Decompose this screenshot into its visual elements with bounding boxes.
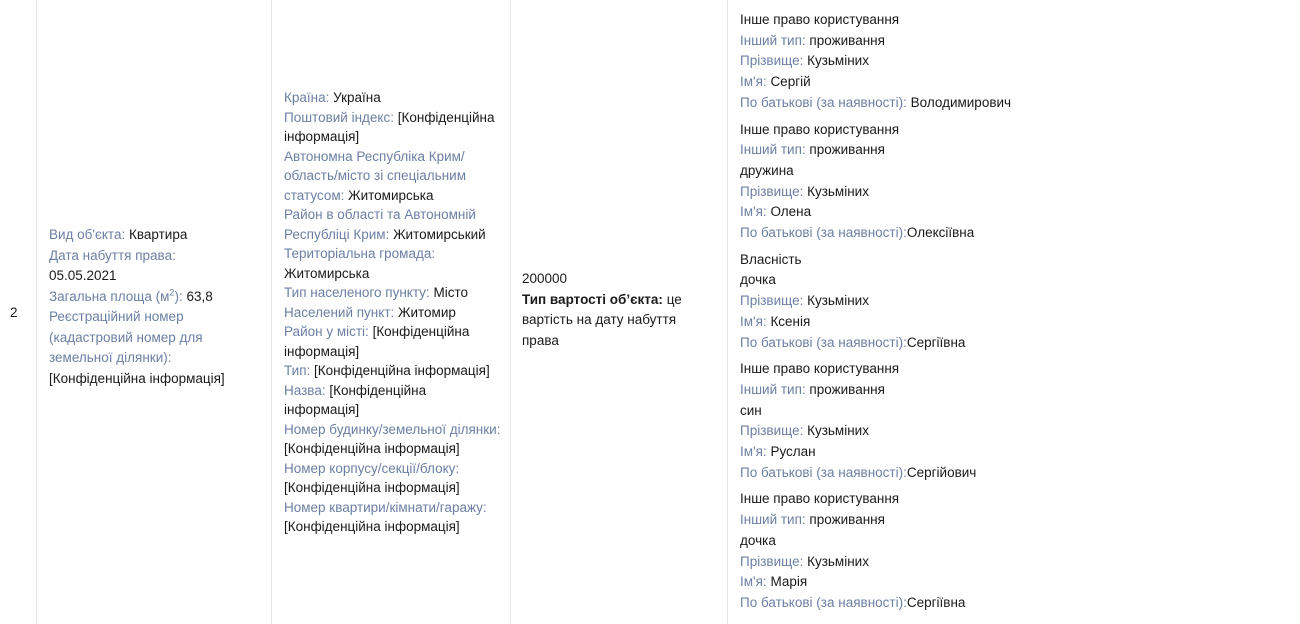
other-type <box>740 380 1280 401</box>
patronymic-label: По батькові (за наявності): <box>740 94 907 110</box>
column-divider <box>271 0 272 624</box>
first-name-label: Ім'я: <box>740 574 767 590</box>
other-type-label: Інший тип: <box>740 381 806 397</box>
address-region: Автономна Республіка Крим/ область/місто зі спеціальним статусом: Житомирська <box>284 148 466 203</box>
right-type <box>740 359 1280 380</box>
first-name-value: Руслан <box>770 444 816 460</box>
patronymic-value: Сергіївна <box>906 334 966 350</box>
surname <box>740 291 1280 312</box>
other-type <box>740 510 1280 531</box>
cost-value: 200000 <box>522 271 568 286</box>
address-apartment-number: Номер квартири/кімнати/гаражу: [Конфіденційна інформація] <box>284 499 487 534</box>
surname-label: Прізвище: <box>740 293 804 309</box>
rights-holder <box>740 359 1280 483</box>
surname <box>740 552 1280 573</box>
address-district: Район в області та Автономній Республіці Крим: Житомирський <box>284 207 486 242</box>
first-name-label: Ім'я: <box>740 313 767 329</box>
other-type-value: проживання <box>809 512 885 528</box>
relation <box>740 161 1280 182</box>
object-type-label: Вид об'єкта: <box>49 227 126 242</box>
other-type-value: проживання <box>809 381 885 397</box>
acquisition-date <box>49 246 261 287</box>
first-name <box>740 572 1280 593</box>
patronymic-label: По батькові (за наявності): <box>740 225 907 241</box>
address-country: Країна: Україна <box>284 90 381 105</box>
column-divider <box>510 0 511 624</box>
relation-value: дочка <box>740 532 776 548</box>
right-type-value: Інше право користування <box>740 491 900 507</box>
rights-holder <box>740 120 1280 244</box>
cadastral-number <box>49 307 261 389</box>
surname <box>740 421 1280 442</box>
first-name-label: Ім'я: <box>740 74 767 90</box>
rights-holder <box>740 250 1280 354</box>
relation <box>740 401 1280 422</box>
first-name-value: Олена <box>770 204 812 220</box>
cost-type-label: Тип вартості об’єкта: <box>522 291 663 307</box>
patronymic <box>740 593 1280 614</box>
right-type <box>740 120 1280 141</box>
patronymic <box>740 223 1280 244</box>
address-street-type: Тип: [Конфіденційна інформація] <box>284 363 490 378</box>
surname-value: Кузьміних <box>807 423 869 439</box>
right-type <box>740 10 1280 31</box>
first-name <box>740 442 1280 463</box>
rights-cell <box>740 10 1280 620</box>
surname-value: Кузьміних <box>807 53 869 69</box>
rights-holder <box>740 489 1280 613</box>
total-area-value: 63,8 <box>186 288 213 304</box>
right-type-value: Власність <box>740 251 802 267</box>
right-type <box>740 489 1280 510</box>
surname-label: Прізвище: <box>740 183 804 199</box>
first-name-value: Сергій <box>770 74 811 90</box>
object-type <box>49 225 261 246</box>
patronymic-value: Сергіївна <box>906 594 966 610</box>
rights-holder <box>740 10 1280 114</box>
acquisition-date-label: Дата набуття права: <box>49 247 176 263</box>
row-number-cell <box>10 303 18 323</box>
right-type-value: Інше право користування <box>740 12 900 27</box>
acquisition-date-value: 05.05.2021 <box>49 268 117 283</box>
first-name-label: Ім'я: <box>740 444 767 460</box>
patronymic-value: Володимирович <box>910 94 1012 110</box>
first-name <box>740 312 1280 333</box>
other-type-label: Інший тип: <box>740 142 806 158</box>
right-type-value: Інше право користування <box>740 121 900 137</box>
cost-type <box>522 290 712 352</box>
other-type-value: проживання <box>809 32 885 48</box>
right-type <box>740 250 1280 271</box>
surname-label: Прізвище: <box>740 423 804 439</box>
address-settlement: Населений пункт: Житомир <box>284 304 456 320</box>
other-type-label: Інший тип: <box>740 512 806 528</box>
patronymic-label: По батькові (за наявності): <box>740 594 907 610</box>
surname <box>740 182 1280 203</box>
patronymic <box>740 333 1280 354</box>
first-name-label: Ім'я: <box>740 204 767 220</box>
address-house-number: Номер будинку/земельної ділянки: [Конфіденційна інформація] <box>284 421 501 456</box>
surname <box>740 51 1280 72</box>
cost-cell <box>522 269 712 351</box>
total-area <box>49 287 261 308</box>
column-divider <box>36 0 37 624</box>
object-type-value: Квартира <box>129 227 188 242</box>
patronymic-label: По батькові (за наявності): <box>740 464 907 480</box>
first-name <box>740 72 1280 93</box>
address-city-district: Район у місті: [Конфіденційна інформація] <box>284 324 470 359</box>
patronymic <box>740 463 1280 484</box>
other-type <box>740 31 1280 52</box>
relation-value: дружина <box>740 162 794 178</box>
right-type-value: Інше право користування <box>740 361 900 377</box>
other-type-label: Інший тип: <box>740 32 806 48</box>
address-community: Територіальна громада: Житомирська <box>284 246 436 281</box>
first-name-value: Марія <box>770 574 808 590</box>
rights-list <box>740 10 1280 614</box>
relation-value: дочка <box>740 272 776 288</box>
column-divider <box>727 0 728 624</box>
address-building-number: Номер корпусу/секції/блоку: [Конфіденційна інформація] <box>284 460 460 495</box>
patronymic-value: Олексіївна <box>906 225 975 241</box>
surname-value: Кузьміних <box>807 553 869 569</box>
patronymic-value: Сергійович <box>906 464 977 480</box>
address-cell <box>284 88 502 537</box>
patronymic-label: По батькові (за наявності): <box>740 334 907 350</box>
relation <box>740 270 1280 291</box>
surname-label: Прізвище: <box>740 553 804 569</box>
surname-value: Кузьміних <box>807 293 869 309</box>
surname-value: Кузьміних <box>807 183 869 199</box>
first-name <box>740 202 1280 223</box>
cadastral-number-value: [Конфіденційна інформація] <box>49 370 225 386</box>
other-type-value: проживання <box>809 142 885 158</box>
address-street-name: Назва: [Конфіденційна інформація] <box>284 382 427 417</box>
surname-label: Прізвище: <box>740 53 804 69</box>
other-type <box>740 140 1280 161</box>
cost-type-value: це вартість на дату набуття права <box>522 291 682 348</box>
address-settlement-type: Тип населеного пункту: Місто <box>284 285 468 300</box>
object-info-cell <box>49 225 261 389</box>
relation <box>740 531 1280 552</box>
relation-value: син <box>740 402 762 418</box>
address-postal-code: Поштовий індекс: [Конфіденційна інформація] <box>284 109 495 144</box>
first-name-value: Ксенія <box>770 313 811 329</box>
total-area-label: Загальна площа $(м^2)$: <box>49 287 183 304</box>
patronymic <box>740 93 1280 114</box>
cadastral-number-label: Реєстраційний номер (кадастровий номер для земельної ділянки): <box>49 309 203 365</box>
row-number: 2 <box>10 305 18 320</box>
